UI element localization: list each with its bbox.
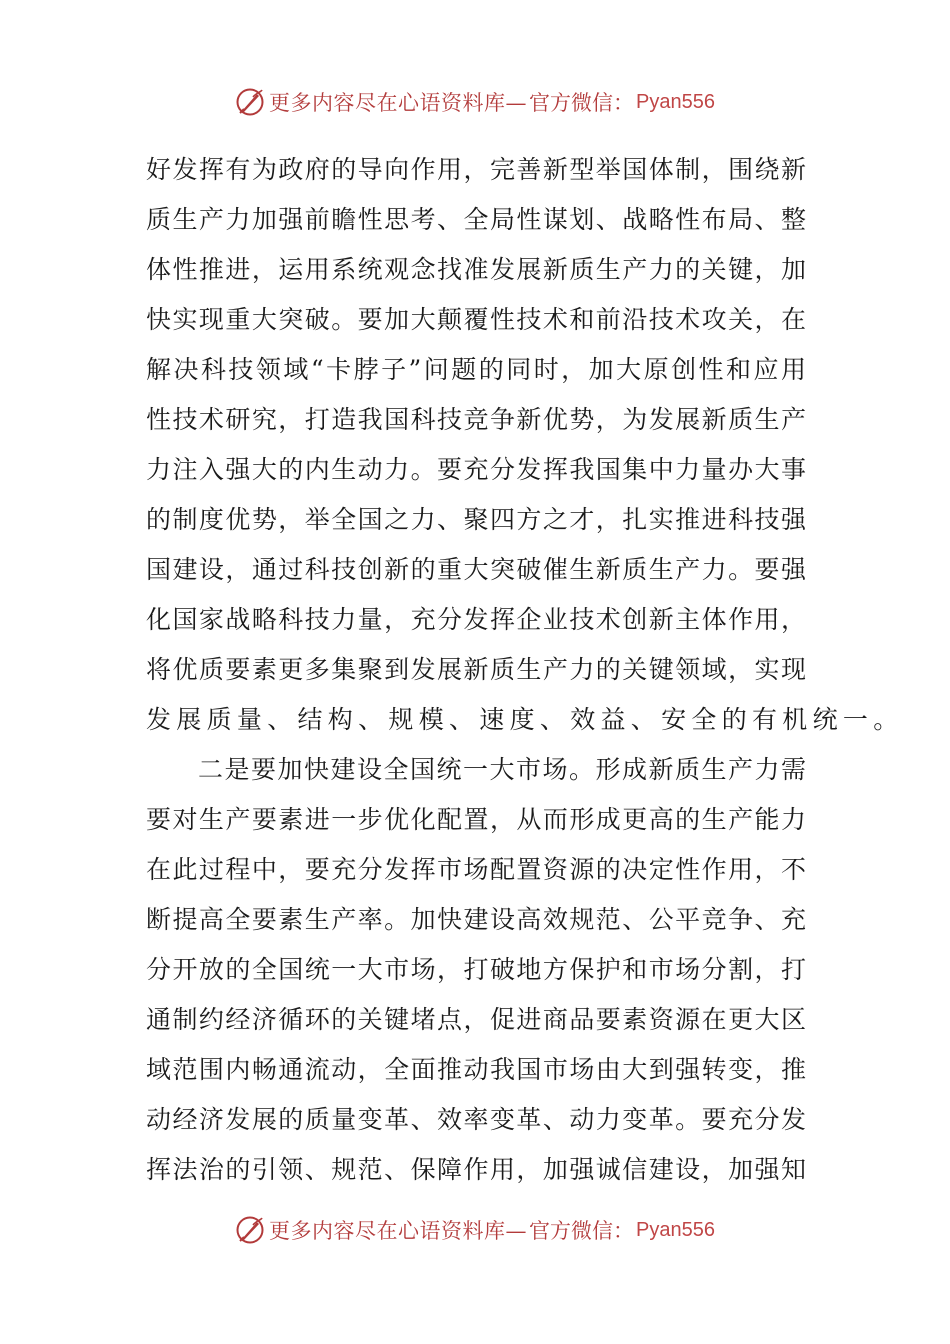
header-banner — [0, 82, 950, 122]
paragraph-start-line: 二是要加快建设全国统一大市场。形成新质生产力需 — [198, 755, 806, 784]
header-wechat-label: 官方微信： — [529, 91, 635, 115]
body-line: 断提高全要素生产率。加快建设高效规范、公平竞争、充 — [146, 905, 806, 934]
body-line: 国建设，通过科技创新的重大突破催生新质生产力。要强 — [146, 555, 806, 584]
quill-logo-icon — [235, 87, 265, 117]
body-line: 的制度优势，举全国之力、聚四方之才，扎实推进科技强 — [146, 505, 806, 534]
footer-wechat-id: Pyan556 — [636, 1218, 715, 1241]
quill-logo-icon — [235, 1215, 265, 1245]
body-line: 动经济发展的质量变革、效率变革、动力变革。要充分发 — [146, 1105, 806, 1134]
header-banner-text: 更多内容尽在心语资料库— — [269, 91, 528, 115]
body-line: 将优质要素更多集聚到发展新质生产力的关键领域，实现 — [146, 655, 806, 684]
body-line: 质生产力加强前瞻性思考、全局性谋划、战略性布局、整 — [146, 205, 806, 234]
body-line: 要对生产要素进一步优化配置，从而形成更高的生产能力 — [146, 805, 806, 834]
body-line: 分开放的全国统一大市场，打破地方保护和市场分割，打 — [146, 955, 806, 984]
body-line: 快实现重大突破。要加大颠覆性技术和前沿技术攻关，在 — [146, 305, 806, 334]
body-line: 好发挥有为政府的导向作用，完善新型举国体制，围绕新 — [146, 155, 806, 184]
body-line: 在此过程中，要充分发挥市场配置资源的决定性作用，不 — [146, 855, 806, 884]
body-line: 发展质量、结构、规模、速度、效益、安全的有机统一。 — [146, 705, 904, 734]
body-line: 性技术研究，打造我国科技竞争新优势，为发展新质生产 — [146, 405, 806, 434]
body-line: 体性推进，运用系统观念找准发展新质生产力的关键，加 — [146, 255, 806, 284]
document-body — [146, 145, 904, 1195]
body-line: 解决科技领域“卡脖子”问题的同时，加大原创性和应用 — [146, 355, 806, 384]
footer-wechat-label: 官方微信： — [529, 1219, 635, 1243]
footer-banner-text: 更多内容尽在心语资料库— — [269, 1219, 528, 1243]
body-line: 域范围内畅通流动，全面推动我国市场由大到强转变，推 — [146, 1055, 806, 1084]
body-line: 力注入强大的内生动力。要充分发挥我国集中力量办大事 — [146, 455, 806, 484]
body-line: 通制约经济循环的关键堵点，促进商品要素资源在更大区 — [146, 1005, 806, 1034]
footer-banner — [0, 1210, 950, 1250]
body-line: 化国家战略科技力量，充分发挥企业技术创新主体作用， — [146, 605, 806, 634]
body-line: 挥法治的引领、规范、保障作用，加强诚信建设，加强知 — [146, 1155, 806, 1184]
header-wechat-id: Pyan556 — [636, 90, 715, 113]
